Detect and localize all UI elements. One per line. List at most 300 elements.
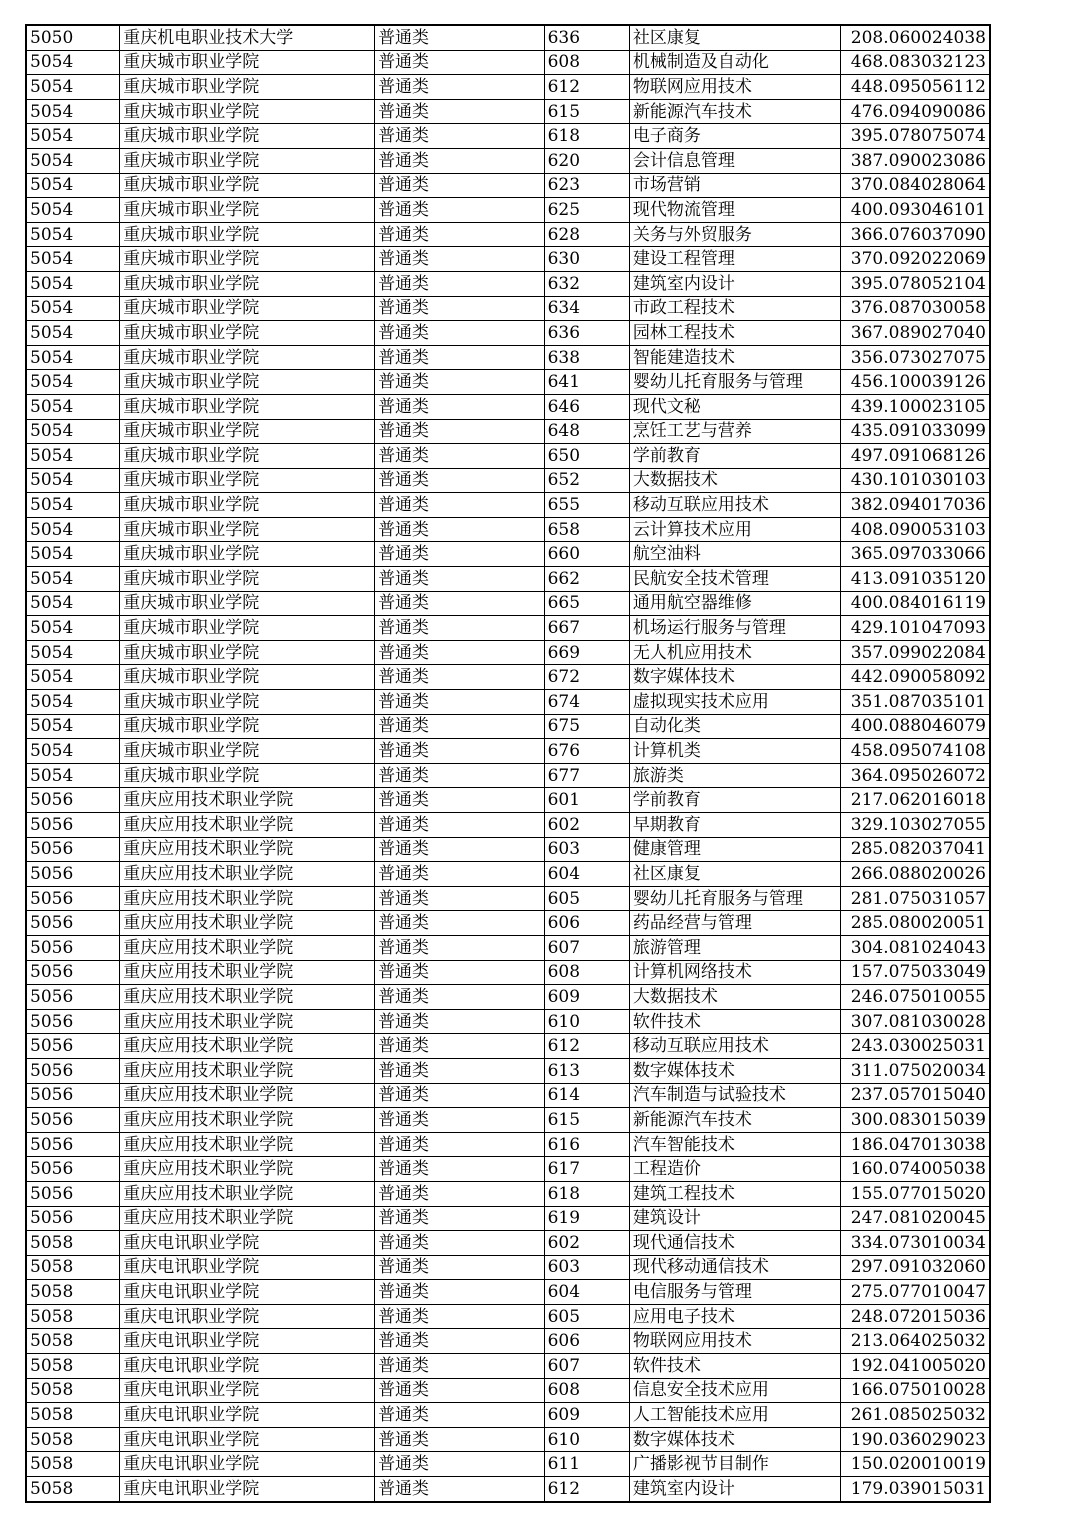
table-row xyxy=(26,1427,990,1452)
cell-category: 普通类 xyxy=(375,321,545,346)
cell-institution-code: 5054 xyxy=(26,419,120,444)
table-row xyxy=(26,542,990,567)
cell-category: 普通类 xyxy=(375,739,545,764)
cell-institution-code: 5054 xyxy=(26,148,120,173)
table-row xyxy=(26,1354,990,1379)
cell-major-code: 607 xyxy=(544,1354,629,1379)
table-row xyxy=(26,1452,990,1477)
cell-institution-name: 重庆城市职业学院 xyxy=(120,148,375,173)
table-row xyxy=(26,567,990,592)
cell-score: 400.088046079 xyxy=(841,714,990,739)
cell-category: 普通类 xyxy=(375,837,545,862)
cell-category: 普通类 xyxy=(375,1403,545,1428)
cell-category: 普通类 xyxy=(375,1206,545,1231)
cell-institution-name: 重庆应用技术职业学院 xyxy=(120,1034,375,1059)
table-row xyxy=(26,50,990,75)
cell-major-code: 676 xyxy=(544,739,629,764)
cell-institution-name: 重庆电讯职业学院 xyxy=(120,1427,375,1452)
cell-score: 382.094017036 xyxy=(841,493,990,518)
cell-major-name: 智能建造技术 xyxy=(629,345,841,370)
cell-major-code: 603 xyxy=(544,1255,629,1280)
cell-institution-code: 5056 xyxy=(26,911,120,936)
cell-major-name: 婴幼儿托育服务与管理 xyxy=(629,886,841,911)
table-row xyxy=(26,911,990,936)
cell-major-name: 移动互联应用技术 xyxy=(629,1034,841,1059)
cell-score: 157.075033049 xyxy=(841,960,990,985)
cell-category: 普通类 xyxy=(375,1304,545,1329)
cell-score: 395.078052104 xyxy=(841,271,990,296)
cell-institution-code: 5056 xyxy=(26,813,120,838)
cell-institution-name: 重庆应用技术职业学院 xyxy=(120,985,375,1010)
table-row xyxy=(26,591,990,616)
cell-category: 普通类 xyxy=(375,591,545,616)
cell-category: 普通类 xyxy=(375,1231,545,1256)
cell-institution-name: 重庆电讯职业学院 xyxy=(120,1452,375,1477)
cell-category: 普通类 xyxy=(375,788,545,813)
cell-category: 普通类 xyxy=(375,198,545,223)
cell-institution-code: 5054 xyxy=(26,444,120,469)
cell-score: 208.060024038 xyxy=(841,25,990,50)
cell-category: 普通类 xyxy=(375,1255,545,1280)
cell-institution-name: 重庆应用技术职业学院 xyxy=(120,935,375,960)
cell-category: 普通类 xyxy=(375,690,545,715)
cell-institution-code: 5054 xyxy=(26,173,120,198)
cell-institution-code: 5058 xyxy=(26,1280,120,1305)
cell-category: 普通类 xyxy=(375,25,545,50)
cell-score: 387.090023086 xyxy=(841,148,990,173)
cell-major-name: 新能源汽车技术 xyxy=(629,1108,841,1133)
cell-score: 213.064025032 xyxy=(841,1329,990,1354)
cell-institution-code: 5056 xyxy=(26,1206,120,1231)
cell-major-code: 607 xyxy=(544,935,629,960)
cell-major-code: 615 xyxy=(544,1108,629,1133)
cell-score: 395.078075074 xyxy=(841,124,990,149)
cell-category: 普通类 xyxy=(375,714,545,739)
cell-category: 普通类 xyxy=(375,640,545,665)
cell-score: 376.087030058 xyxy=(841,296,990,321)
cell-major-code: 608 xyxy=(544,50,629,75)
cell-category: 普通类 xyxy=(375,173,545,198)
cell-institution-code: 5058 xyxy=(26,1403,120,1428)
cell-institution-code: 5056 xyxy=(26,788,120,813)
cell-major-name: 学前教育 xyxy=(629,788,841,813)
cell-score: 456.100039126 xyxy=(841,370,990,395)
cell-institution-name: 重庆城市职业学院 xyxy=(120,714,375,739)
cell-score: 261.085025032 xyxy=(841,1403,990,1428)
cell-major-code: 619 xyxy=(544,1206,629,1231)
cell-institution-name: 重庆城市职业学院 xyxy=(120,198,375,223)
cell-score: 408.090053103 xyxy=(841,517,990,542)
cell-major-name: 烹饪工艺与营养 xyxy=(629,419,841,444)
table-row xyxy=(26,517,990,542)
cell-institution-name: 重庆应用技术职业学院 xyxy=(120,1083,375,1108)
cell-institution-code: 5058 xyxy=(26,1329,120,1354)
cell-institution-name: 重庆城市职业学院 xyxy=(120,763,375,788)
cell-institution-code: 5054 xyxy=(26,616,120,641)
cell-institution-code: 5056 xyxy=(26,935,120,960)
cell-institution-code: 5054 xyxy=(26,50,120,75)
cell-major-name: 机场运行服务与管理 xyxy=(629,616,841,641)
cell-institution-name: 重庆电讯职业学院 xyxy=(120,1255,375,1280)
cell-category: 普通类 xyxy=(375,1354,545,1379)
cell-institution-name: 重庆应用技术职业学院 xyxy=(120,813,375,838)
cell-institution-code: 5050 xyxy=(26,25,120,50)
cell-major-code: 636 xyxy=(544,25,629,50)
cell-score: 497.091068126 xyxy=(841,444,990,469)
cell-major-name: 建筑设计 xyxy=(629,1206,841,1231)
cell-category: 普通类 xyxy=(375,1378,545,1403)
table-row xyxy=(26,1304,990,1329)
cell-major-name: 旅游管理 xyxy=(629,935,841,960)
cell-major-code: 605 xyxy=(544,1304,629,1329)
cell-score: 329.103027055 xyxy=(841,813,990,838)
cell-institution-name: 重庆城市职业学院 xyxy=(120,394,375,419)
cell-major-code: 677 xyxy=(544,763,629,788)
table-row xyxy=(26,1280,990,1305)
cell-institution-code: 5054 xyxy=(26,321,120,346)
cell-major-code: 602 xyxy=(544,1231,629,1256)
cell-category: 普通类 xyxy=(375,75,545,100)
cell-institution-name: 重庆城市职业学院 xyxy=(120,690,375,715)
table-row xyxy=(26,1157,990,1182)
cell-major-code: 612 xyxy=(544,1034,629,1059)
cell-major-name: 建筑工程技术 xyxy=(629,1181,841,1206)
cell-score: 166.075010028 xyxy=(841,1378,990,1403)
cell-institution-code: 5054 xyxy=(26,517,120,542)
cell-institution-code: 5054 xyxy=(26,468,120,493)
cell-category: 普通类 xyxy=(375,271,545,296)
cell-institution-code: 5054 xyxy=(26,222,120,247)
cell-institution-name: 重庆电讯职业学院 xyxy=(120,1280,375,1305)
cell-score: 357.099022084 xyxy=(841,640,990,665)
table-row xyxy=(26,198,990,223)
table-row xyxy=(26,763,990,788)
cell-score: 285.080020051 xyxy=(841,911,990,936)
cell-score: 155.077015020 xyxy=(841,1181,990,1206)
cell-institution-code: 5058 xyxy=(26,1304,120,1329)
cell-major-code: 650 xyxy=(544,444,629,469)
cell-major-code: 662 xyxy=(544,567,629,592)
cell-major-name: 航空油料 xyxy=(629,542,841,567)
cell-category: 普通类 xyxy=(375,862,545,887)
table-row xyxy=(26,444,990,469)
cell-score: 243.030025031 xyxy=(841,1034,990,1059)
cell-institution-code: 5056 xyxy=(26,1132,120,1157)
cell-major-code: 608 xyxy=(544,960,629,985)
cell-institution-name: 重庆电讯职业学院 xyxy=(120,1354,375,1379)
cell-major-name: 电子商务 xyxy=(629,124,841,149)
cell-institution-code: 5054 xyxy=(26,493,120,518)
cell-major-name: 应用电子技术 xyxy=(629,1304,841,1329)
cell-major-code: 660 xyxy=(544,542,629,567)
cell-institution-name: 重庆电讯职业学院 xyxy=(120,1477,375,1502)
cell-institution-code: 5056 xyxy=(26,1034,120,1059)
table-row xyxy=(26,75,990,100)
cell-major-code: 613 xyxy=(544,1058,629,1083)
cell-score: 367.089027040 xyxy=(841,321,990,346)
cell-major-name: 移动互联应用技术 xyxy=(629,493,841,518)
cell-major-code: 616 xyxy=(544,1132,629,1157)
cell-major-code: 658 xyxy=(544,517,629,542)
cell-major-code: 611 xyxy=(544,1452,629,1477)
cell-major-name: 人工智能技术应用 xyxy=(629,1403,841,1428)
cell-institution-code: 5056 xyxy=(26,1083,120,1108)
cell-score: 476.094090086 xyxy=(841,99,990,124)
cell-institution-code: 5056 xyxy=(26,985,120,1010)
cell-institution-code: 5054 xyxy=(26,739,120,764)
cell-score: 429.101047093 xyxy=(841,616,990,641)
cell-institution-name: 重庆应用技术职业学院 xyxy=(120,1157,375,1182)
cell-category: 普通类 xyxy=(375,1477,545,1502)
cell-major-code: 610 xyxy=(544,1009,629,1034)
cell-institution-name: 重庆城市职业学院 xyxy=(120,665,375,690)
cell-institution-name: 重庆城市职业学院 xyxy=(120,173,375,198)
table-row xyxy=(26,148,990,173)
cell-institution-name: 重庆应用技术职业学院 xyxy=(120,1181,375,1206)
cell-major-name: 婴幼儿托育服务与管理 xyxy=(629,370,841,395)
cell-category: 普通类 xyxy=(375,1329,545,1354)
cell-institution-code: 5054 xyxy=(26,714,120,739)
cell-major-name: 数字媒体技术 xyxy=(629,665,841,690)
cell-score: 356.073027075 xyxy=(841,345,990,370)
table-row xyxy=(26,640,990,665)
cell-major-name: 会计信息管理 xyxy=(629,148,841,173)
cell-institution-name: 重庆城市职业学院 xyxy=(120,345,375,370)
cell-category: 普通类 xyxy=(375,1058,545,1083)
cell-institution-code: 5054 xyxy=(26,370,120,395)
cell-major-name: 云计算技术应用 xyxy=(629,517,841,542)
cell-category: 普通类 xyxy=(375,1181,545,1206)
cell-category: 普通类 xyxy=(375,813,545,838)
cell-category: 普通类 xyxy=(375,50,545,75)
cell-major-code: 665 xyxy=(544,591,629,616)
cell-category: 普通类 xyxy=(375,616,545,641)
cell-score: 246.075010055 xyxy=(841,985,990,1010)
cell-major-name: 市场营销 xyxy=(629,173,841,198)
cell-major-code: 632 xyxy=(544,271,629,296)
cell-score: 400.084016119 xyxy=(841,591,990,616)
cell-institution-name: 重庆城市职业学院 xyxy=(120,75,375,100)
cell-institution-name: 重庆电讯职业学院 xyxy=(120,1231,375,1256)
table-row xyxy=(26,1132,990,1157)
cell-institution-code: 5054 xyxy=(26,345,120,370)
cell-score: 248.072015036 xyxy=(841,1304,990,1329)
table-row xyxy=(26,886,990,911)
cell-institution-code: 5056 xyxy=(26,1058,120,1083)
cell-major-code: 602 xyxy=(544,813,629,838)
cell-institution-name: 重庆城市职业学院 xyxy=(120,567,375,592)
cell-score: 311.075020034 xyxy=(841,1058,990,1083)
cell-major-name: 园林工程技术 xyxy=(629,321,841,346)
cell-major-name: 药品经营与管理 xyxy=(629,911,841,936)
table-row xyxy=(26,837,990,862)
cell-major-name: 旅游类 xyxy=(629,763,841,788)
cell-major-name: 无人机应用技术 xyxy=(629,640,841,665)
cell-institution-code: 5054 xyxy=(26,247,120,272)
table-row xyxy=(26,271,990,296)
cell-major-code: 618 xyxy=(544,1181,629,1206)
cell-institution-code: 5054 xyxy=(26,763,120,788)
cell-major-code: 618 xyxy=(544,124,629,149)
cell-institution-code: 5056 xyxy=(26,886,120,911)
cell-major-code: 675 xyxy=(544,714,629,739)
cell-institution-name: 重庆城市职业学院 xyxy=(120,444,375,469)
cell-major-code: 609 xyxy=(544,1403,629,1428)
cell-category: 普通类 xyxy=(375,1009,545,1034)
cell-major-code: 636 xyxy=(544,321,629,346)
cell-major-name: 建筑室内设计 xyxy=(629,1477,841,1502)
cell-institution-name: 重庆应用技术职业学院 xyxy=(120,1206,375,1231)
cell-score: 334.073010034 xyxy=(841,1231,990,1256)
cell-major-code: 641 xyxy=(544,370,629,395)
table-row xyxy=(26,1206,990,1231)
cell-institution-name: 重庆电讯职业学院 xyxy=(120,1403,375,1428)
cell-major-name: 机械制造及自动化 xyxy=(629,50,841,75)
table-row xyxy=(26,1009,990,1034)
cell-category: 普通类 xyxy=(375,1034,545,1059)
cell-category: 普通类 xyxy=(375,1427,545,1452)
cell-category: 普通类 xyxy=(375,345,545,370)
cell-major-code: 634 xyxy=(544,296,629,321)
cell-major-name: 健康管理 xyxy=(629,837,841,862)
cell-score: 351.087035101 xyxy=(841,690,990,715)
cell-category: 普通类 xyxy=(375,1452,545,1477)
cell-major-name: 数字媒体技术 xyxy=(629,1058,841,1083)
cell-major-code: 655 xyxy=(544,493,629,518)
cell-major-code: 610 xyxy=(544,1427,629,1452)
cell-major-name: 现代文秘 xyxy=(629,394,841,419)
cell-score: 430.101030103 xyxy=(841,468,990,493)
cell-category: 普通类 xyxy=(375,296,545,321)
cell-major-code: 615 xyxy=(544,99,629,124)
admission-score-table xyxy=(25,24,991,1503)
cell-category: 普通类 xyxy=(375,1108,545,1133)
cell-major-code: 669 xyxy=(544,640,629,665)
table-row xyxy=(26,222,990,247)
cell-institution-name: 重庆城市职业学院 xyxy=(120,517,375,542)
table-row xyxy=(26,1477,990,1502)
cell-institution-name: 重庆城市职业学院 xyxy=(120,222,375,247)
cell-major-name: 早期教育 xyxy=(629,813,841,838)
cell-score: 435.091033099 xyxy=(841,419,990,444)
cell-major-name: 物联网应用技术 xyxy=(629,75,841,100)
cell-major-code: 608 xyxy=(544,1378,629,1403)
cell-score: 439.100023105 xyxy=(841,394,990,419)
cell-major-name: 虚拟现实技术应用 xyxy=(629,690,841,715)
cell-major-name: 广播影视节目制作 xyxy=(629,1452,841,1477)
table-row xyxy=(26,1181,990,1206)
table-row xyxy=(26,173,990,198)
cell-major-name: 关务与外贸服务 xyxy=(629,222,841,247)
cell-major-name: 现代移动通信技术 xyxy=(629,1255,841,1280)
cell-score: 300.083015039 xyxy=(841,1108,990,1133)
cell-score: 186.047013038 xyxy=(841,1132,990,1157)
cell-category: 普通类 xyxy=(375,517,545,542)
cell-institution-name: 重庆应用技术职业学院 xyxy=(120,911,375,936)
cell-major-name: 学前教育 xyxy=(629,444,841,469)
cell-institution-code: 5058 xyxy=(26,1477,120,1502)
table-row xyxy=(26,25,990,50)
cell-major-name: 大数据技术 xyxy=(629,468,841,493)
cell-major-code: 638 xyxy=(544,345,629,370)
cell-institution-name: 重庆城市职业学院 xyxy=(120,321,375,346)
cell-major-code: 628 xyxy=(544,222,629,247)
table-row xyxy=(26,690,990,715)
table-row xyxy=(26,714,990,739)
cell-category: 普通类 xyxy=(375,1280,545,1305)
table-row xyxy=(26,370,990,395)
cell-score: 458.095074108 xyxy=(841,739,990,764)
table-row xyxy=(26,739,990,764)
cell-institution-name: 重庆电讯职业学院 xyxy=(120,1329,375,1354)
cell-major-name: 新能源汽车技术 xyxy=(629,99,841,124)
table-row xyxy=(26,1329,990,1354)
cell-major-code: 614 xyxy=(544,1083,629,1108)
cell-institution-name: 重庆城市职业学院 xyxy=(120,640,375,665)
cell-major-name: 通用航空器维修 xyxy=(629,591,841,616)
cell-score: 297.091032060 xyxy=(841,1255,990,1280)
cell-institution-code: 5056 xyxy=(26,960,120,985)
cell-major-name: 汽车智能技术 xyxy=(629,1132,841,1157)
cell-institution-name: 重庆城市职业学院 xyxy=(120,616,375,641)
cell-category: 普通类 xyxy=(375,1157,545,1182)
cell-major-name: 市政工程技术 xyxy=(629,296,841,321)
cell-major-code: 606 xyxy=(544,1329,629,1354)
cell-category: 普通类 xyxy=(375,370,545,395)
cell-category: 普通类 xyxy=(375,1083,545,1108)
cell-institution-name: 重庆城市职业学院 xyxy=(120,296,375,321)
cell-major-code: 604 xyxy=(544,1280,629,1305)
cell-major-name: 信息安全技术应用 xyxy=(629,1378,841,1403)
cell-major-code: 605 xyxy=(544,886,629,911)
cell-institution-code: 5054 xyxy=(26,394,120,419)
cell-institution-name: 重庆应用技术职业学院 xyxy=(120,837,375,862)
cell-major-name: 计算机网络技术 xyxy=(629,960,841,985)
table-row xyxy=(26,394,990,419)
table-row xyxy=(26,124,990,149)
cell-category: 普通类 xyxy=(375,911,545,936)
cell-category: 普通类 xyxy=(375,222,545,247)
cell-category: 普通类 xyxy=(375,444,545,469)
cell-institution-name: 重庆机电职业技术大学 xyxy=(120,25,375,50)
table-row xyxy=(26,296,990,321)
cell-category: 普通类 xyxy=(375,542,545,567)
cell-institution-name: 重庆应用技术职业学院 xyxy=(120,1009,375,1034)
cell-category: 普通类 xyxy=(375,1132,545,1157)
cell-institution-code: 5054 xyxy=(26,99,120,124)
table-row xyxy=(26,493,990,518)
cell-score: 266.088020026 xyxy=(841,862,990,887)
cell-score: 237.057015040 xyxy=(841,1083,990,1108)
table-row xyxy=(26,1083,990,1108)
cell-score: 468.083032123 xyxy=(841,50,990,75)
table-row xyxy=(26,1255,990,1280)
cell-major-code: 612 xyxy=(544,75,629,100)
cell-institution-code: 5054 xyxy=(26,542,120,567)
cell-institution-code: 5058 xyxy=(26,1452,120,1477)
table-row xyxy=(26,616,990,641)
cell-institution-name: 重庆城市职业学院 xyxy=(120,419,375,444)
cell-major-code: 652 xyxy=(544,468,629,493)
table-row xyxy=(26,468,990,493)
cell-institution-name: 重庆城市职业学院 xyxy=(120,247,375,272)
cell-score: 281.075031057 xyxy=(841,886,990,911)
table-row xyxy=(26,788,990,813)
cell-score: 285.082037041 xyxy=(841,837,990,862)
cell-category: 普通类 xyxy=(375,935,545,960)
table-body xyxy=(26,25,990,1502)
cell-institution-code: 5058 xyxy=(26,1354,120,1379)
